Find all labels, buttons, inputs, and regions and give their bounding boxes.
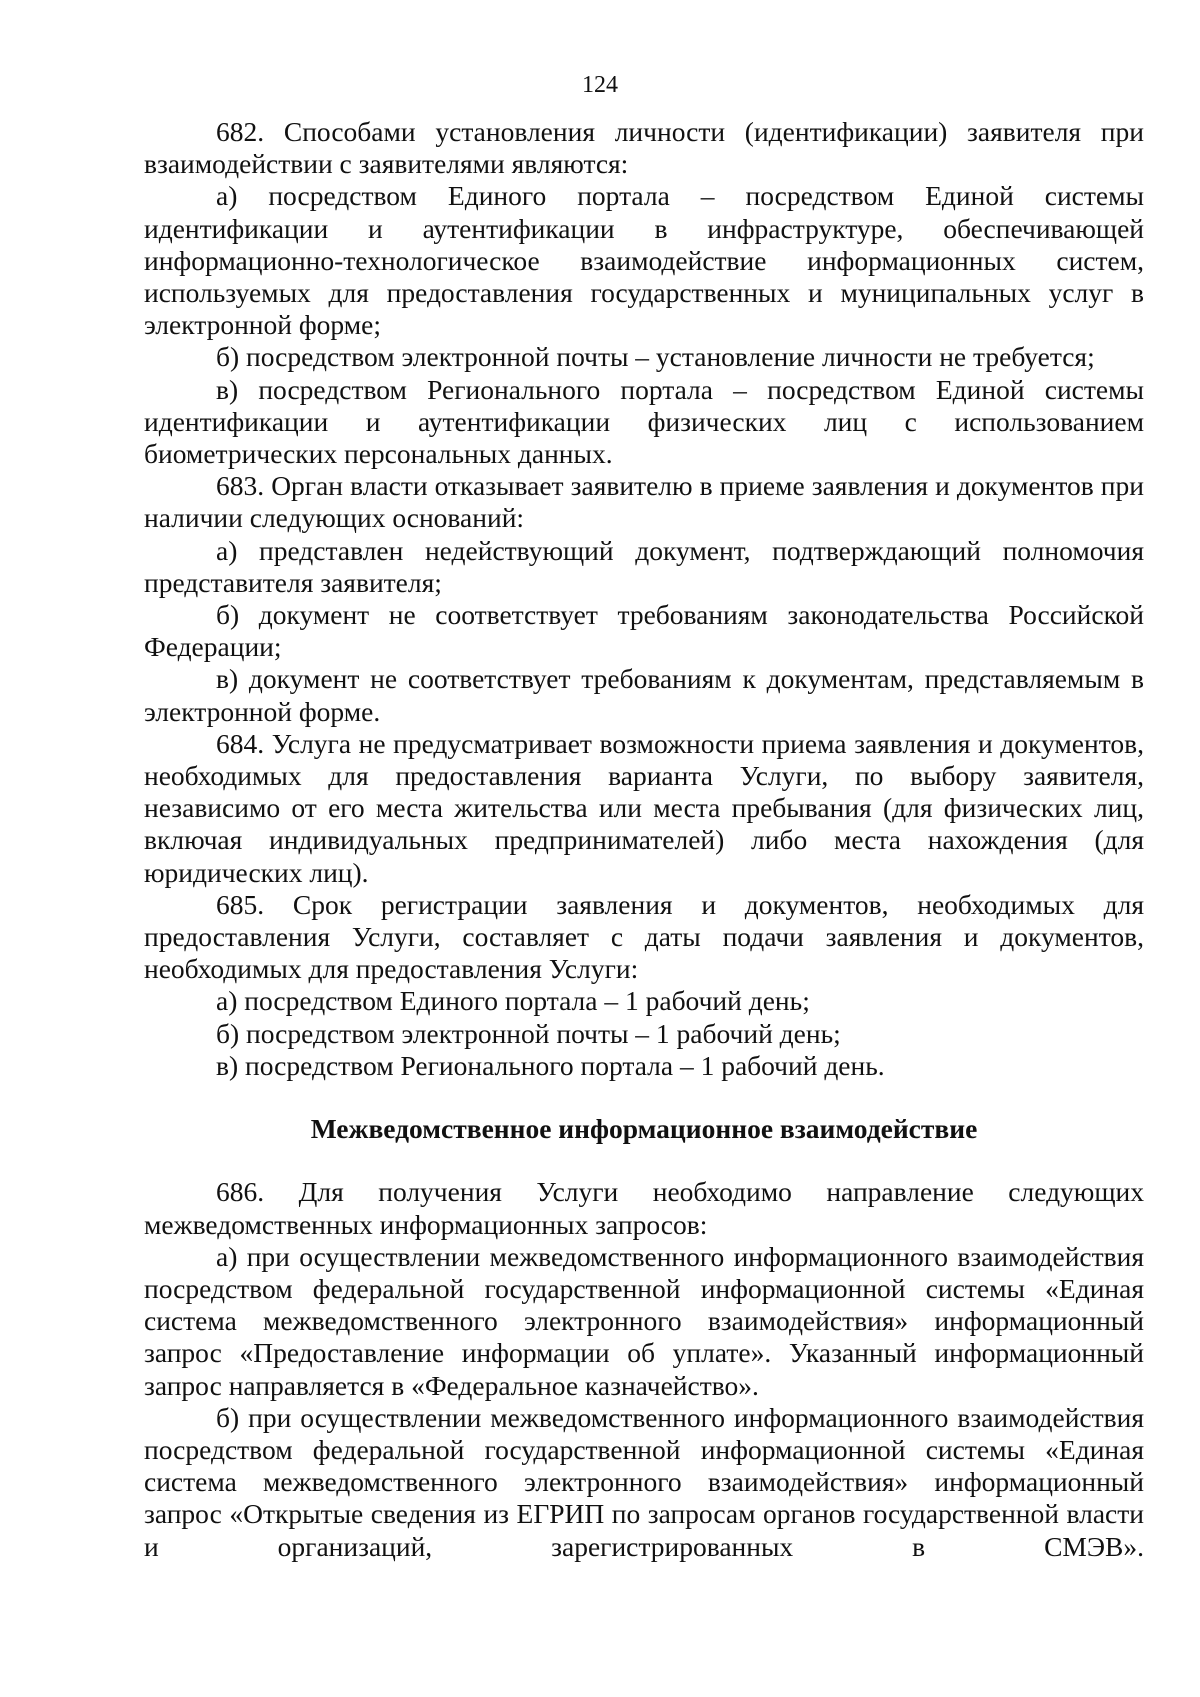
paragraph-685-a: а) посредством Единого портала – 1 рабочий день; xyxy=(216,985,810,1017)
paragraph-684: 684. Услуга не предусматривает возможности приема заявления и документов, необходимых для предоставления варианта Услуги, по выбору заявителя, независимо от его места жительства или места пребывания (для физических лиц, включая индивидуальных предпринимателей) либо места нахождения (для юридических лиц). xyxy=(144,727,1144,888)
paragraph-683-b: б) документ не соответствует требованиям законодательства Российской Федерации; xyxy=(144,599,1144,663)
paragraph-686: 686. Для получения Услуги необходимо направление следующих межведомственных информационных запросов: xyxy=(144,1176,1144,1240)
paragraph-685-b: б) посредством электронной почты – 1 рабочий день; xyxy=(216,1017,841,1049)
paragraph-686-a: а) при осуществлении межведомственного информационного взаимодействия посредством федеральной государственной информационной системы «Единая система межведомственного электронного взаимодействия» информационный запрос «Предоставление информации об уплате». Указанный информационный запрос направляется в «Федеральное казначейство». xyxy=(144,1240,1144,1401)
paragraph-683-v: в) документ не соответствует требованиям к документам, представляемым в электронной форме. xyxy=(144,663,1144,727)
paragraph-682-b: б) посредством электронной почты – установление личности не требуется; xyxy=(216,341,1095,373)
paragraph-682-a: а) посредством Единого портала – посредством Единой системы идентификации и аутентификации в инфраструктуре, обеспечивающей информационно-технологическое взаимодействие информационных систем, используемых для предоставления государственных и муниципальных услуг в электронной форме; xyxy=(144,180,1144,341)
paragraph-683-a: а) представлен недействующий документ, подтверждающий полномочия представителя заявителя; xyxy=(144,534,1144,598)
paragraph-685: 685. Срок регистрации заявления и документов, необходимых для предоставления Услуги, составляет с даты подачи заявления и документов, необходимых для предоставления Услуги: xyxy=(144,888,1144,985)
paragraph-683: 683. Орган власти отказывает заявителю в приеме заявления и документов при наличии следующих оснований: xyxy=(144,470,1144,534)
section-heading: Межведомственное информационное взаимодействие xyxy=(310,1113,978,1145)
document-body xyxy=(144,116,1144,1563)
paragraph-682-v: в) посредством Регионального портала – посредством Единой системы идентификации и аутентификации физических лиц с использованием биометрических персональных данных. xyxy=(144,373,1144,470)
page-number: 124 xyxy=(582,72,618,98)
paragraph-685-v: в) посредством Регионального портала – 1 рабочий день. xyxy=(216,1049,885,1081)
paragraph-682: 682. Способами установления личности (идентификации) заявителя при взаимодействии с заявителями являются: xyxy=(144,116,1144,180)
paragraph-686-b: б) при осуществлении межведомственного информационного взаимодействия посредством федеральной государственной информационной системы «Единая система межведомственного электронного взаимодействия» информационный запрос «Открытые сведения из ЕГРИП по запросам органов государственной власти и организаций, зарегистрированных в СМЭВ». xyxy=(144,1401,1144,1562)
